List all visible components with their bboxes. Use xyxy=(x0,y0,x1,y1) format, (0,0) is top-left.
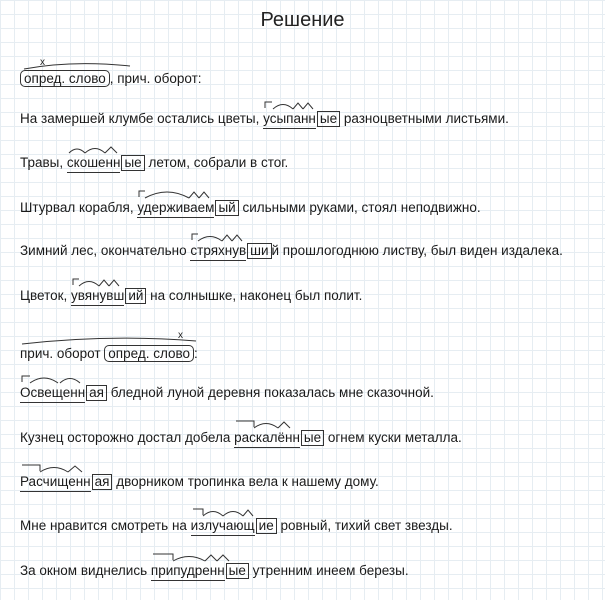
sentence-4 xyxy=(20,243,563,261)
participle-ending: ые xyxy=(317,111,340,127)
sentence-text: летом, собрали в стог. xyxy=(144,155,289,170)
scheme-text: прич. оборот xyxy=(20,346,105,361)
defined-word-box: опред. слово xyxy=(20,70,110,87)
sentence-text: Мне нравится смотреть на xyxy=(20,518,191,533)
sentence-2 xyxy=(20,155,288,173)
scheme-colon: : xyxy=(194,346,198,361)
sentence-5 xyxy=(20,288,362,306)
sentence-text: Штурвал корабля, xyxy=(20,200,138,215)
participial-phrase-arc xyxy=(20,332,200,345)
participle-ending: ши xyxy=(247,243,271,259)
sentence-text: бледной луной деревня показалась мне сказочной. xyxy=(106,385,434,400)
sentence-text: Цветок, xyxy=(20,288,72,303)
sentence-text: сильными руками, стоял неподвижно. xyxy=(238,200,481,215)
sentence-text: За окном виднелись xyxy=(20,563,151,578)
scheme-defined-word-first xyxy=(20,57,202,87)
sentence-text: дворником тропинка вела к нашему дому. xyxy=(112,474,379,489)
participial-phrase-arc xyxy=(22,58,132,70)
morpheme-marks xyxy=(71,276,124,288)
participle-ending: ые xyxy=(226,563,249,579)
participle-root: усыпанн xyxy=(263,111,316,129)
scheme-phrase-first xyxy=(20,330,198,362)
morpheme-marks xyxy=(67,143,121,155)
participle-ending: ая xyxy=(86,385,107,401)
participle-root: скошенн xyxy=(67,155,121,173)
sentence-10 xyxy=(20,563,409,581)
participle-root: Освещенн xyxy=(20,385,85,403)
participle-ending: ые xyxy=(121,155,144,171)
morpheme-marks xyxy=(20,373,85,385)
sentence-text: Кузнец осторожно достал добела xyxy=(20,430,235,445)
morpheme-marks xyxy=(191,506,255,518)
sentence-text: на солнышке, наконец был полит. xyxy=(146,288,363,303)
morpheme-marks xyxy=(20,462,91,474)
sentence-text: Травы, xyxy=(20,155,67,170)
sentence-8 xyxy=(20,474,379,492)
morpheme-marks xyxy=(151,551,225,563)
participle-ending: ие xyxy=(256,518,277,534)
page-title: Решение xyxy=(260,9,345,31)
sentence-text: Зимний лес, окончательно xyxy=(20,243,191,258)
sentence-text: й прошлогоднюю листву, был виден издалека. xyxy=(271,243,563,258)
scheme-text: , прич. оборот: xyxy=(109,71,202,86)
sentence-text: утренним инеем березы. xyxy=(248,563,409,578)
x-mark: х xyxy=(40,57,45,68)
morpheme-marks xyxy=(137,188,214,200)
sentence-text: ровный, тихий свет звезды. xyxy=(276,518,453,533)
participle-ending: ая xyxy=(92,474,113,490)
morpheme-marks xyxy=(234,418,300,430)
sentence-7 xyxy=(20,430,462,448)
participle-root: стряхнув xyxy=(190,243,246,261)
sentence-1 xyxy=(20,111,509,129)
sentence-6 xyxy=(20,385,434,403)
morpheme-marks xyxy=(263,99,316,111)
participle-root: удерживаем xyxy=(137,200,214,218)
participle-root: увянувш xyxy=(71,288,124,306)
sentence-3 xyxy=(20,200,481,218)
participle-root: излучающ xyxy=(191,518,255,536)
x-mark: х xyxy=(178,330,183,341)
participle-ending: ые xyxy=(301,430,324,446)
sentence-text: огнем куски металла. xyxy=(324,430,462,445)
sentence-9 xyxy=(20,518,453,536)
defined-word-box: опред. слово xyxy=(104,345,194,362)
participle-ending: ий xyxy=(125,288,146,304)
morpheme-marks xyxy=(190,231,246,243)
participle-root: припудренн xyxy=(151,563,225,581)
participle-ending: ый xyxy=(215,200,238,216)
sentence-text: разноцветными листьями. xyxy=(340,111,509,126)
sentence-text: На замершей клумбе остались цветы, xyxy=(20,111,264,126)
participle-root: раскалённ xyxy=(234,430,300,448)
participle-root: Расчищенн xyxy=(20,474,91,492)
